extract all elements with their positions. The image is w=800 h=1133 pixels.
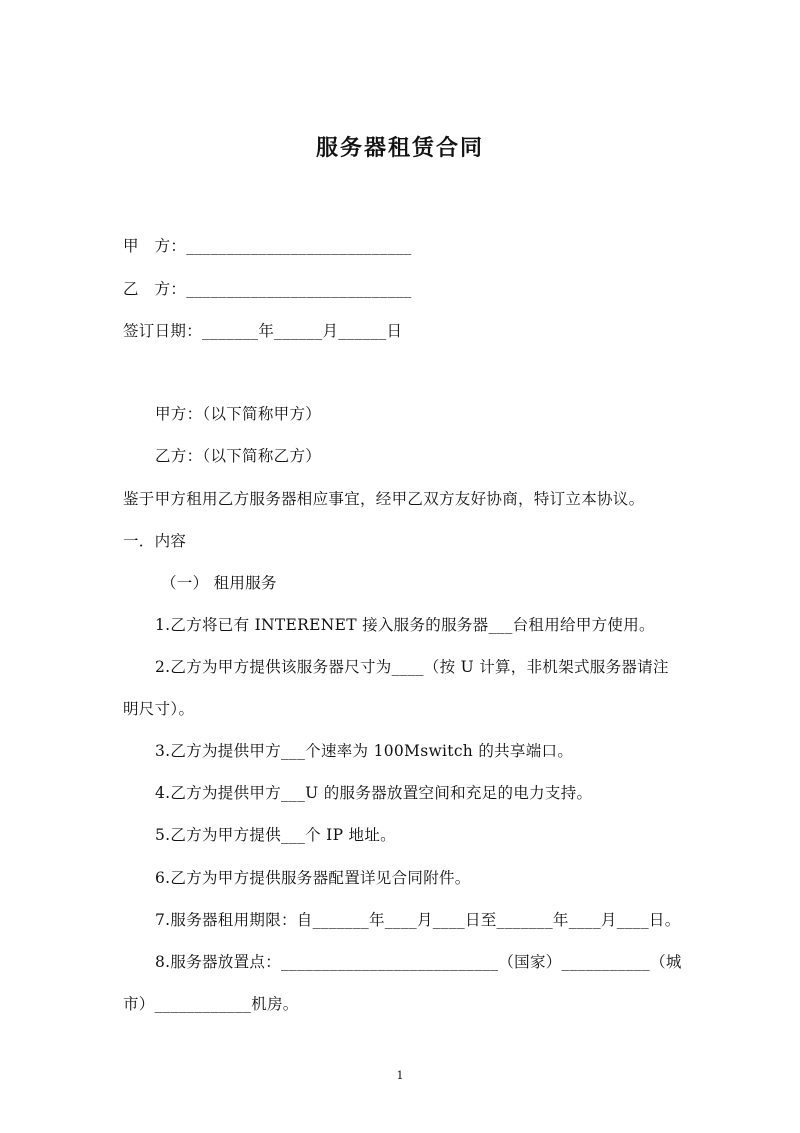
clause-line: 7.服务器租用期限：自_______年____月____日至_______年____月____日。: [155, 911, 681, 929]
document-title: 服务器租赁合同: [315, 135, 484, 161]
party-b-abbreviation: 乙方：（以下简称乙方）: [155, 447, 322, 465]
preamble: 鉴于甲方租用乙方服务器相应事宜，经甲乙双方友好协商，特订立本协议。: [123, 490, 645, 508]
clause-line: 市）____________机房。: [123, 995, 299, 1013]
clause-line: 6.乙方为甲方提供服务器配置详见合同附件。: [155, 869, 471, 887]
clause-line: 3.乙方为提供甲方___个速率为 100Mswitch 的共享端口。: [155, 742, 574, 760]
page-number: 1: [396, 1069, 404, 1082]
party-a-line: 甲 方：____________________________: [123, 237, 412, 255]
party-b-line: 乙 方：____________________________: [123, 280, 412, 298]
section-heading: 一．内容: [123, 532, 187, 550]
clause-line: 明尺寸）。: [123, 700, 195, 718]
sign-date-line: 签订日期：_______年______月______日: [123, 322, 403, 340]
subsection-heading: （一） 租用服务: [161, 574, 277, 592]
clause-line: 8.服务器放置点：___________________________（国家）___________（城: [155, 953, 682, 971]
clause-line: 2.乙方为甲方提供该服务器尺寸为____（按 U 计算，非机架式服务器请注: [155, 658, 669, 676]
party-a-abbreviation: 甲方：（以下简称甲方）: [155, 405, 322, 423]
clause-line: 1.乙方将已有 INTERENET 接入服务的服务器___台租用给甲方使用。: [155, 616, 655, 634]
clause-line: 5.乙方为甲方提供___个 IP 地址。: [155, 826, 396, 844]
clause-line: 4.乙方为提供甲方___U 的服务器放置空间和充足的电力支持。: [155, 784, 593, 802]
